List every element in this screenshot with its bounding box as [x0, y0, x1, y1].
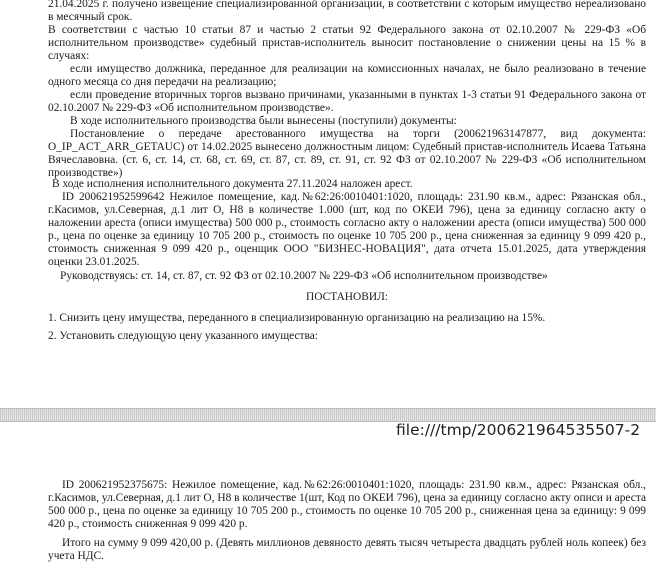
paragraph-arrest — [48, 178, 646, 191]
paragraph-property-details-text: ID 200621952599642 Нежилое помещение, кад.№62:26:0010401:1020, площадь: 231.90 кв.м., адрес: Рязанская обл., г.Касимов, ул.Северная, д.1 лит О, Н8 в количестве 1.000 (шт, код по ОКЕИ 796), цена за единицу согласно акту о наложении ареста (описи имущества) 500 000 р., стоимость согласно акту о наложении ареста (описи имущества) 500 000 р., цена по оценке за единицу 10 705 200 р., стоимость по оценке 10 705 200 р., цена сниженная за единицу 9 099 420 р., стоимость сниженная 9 099 420 р., оценщик ООО "БИЗНЕС-НОВАЦИЯ", дата отчета 15.01.2025, дата утверждения оценки 23.01.2025. — [48, 191, 646, 268]
paragraph-case-commission — [48, 63, 646, 89]
paragraph-property-new-price — [48, 479, 646, 531]
paragraph-auction-resolution — [48, 128, 646, 180]
document-page-bottom — [0, 436, 656, 569]
paragraph-documents-intro — [48, 115, 646, 128]
paragraph-documents-intro-text: В ходе исполнительного производства были вынесены (поступили) документы: — [70, 115, 457, 127]
paragraph-notice — [48, 0, 646, 24]
resolution-item-1-text: 1. Снизить цену имущества, переданного в специализированную организацию на реализацию на 15%. — [48, 312, 546, 324]
paragraph-legal-basis — [48, 24, 646, 63]
paragraph-guided-by-text: Руководствуясь: ст. 14, ст. 87, ст. 92 ФЗ от 02.10.2007 № 229-ФЗ «Об исполнительном производстве» — [60, 270, 548, 282]
paragraph-total-sum-text: Итого на сумму 9 099 420,00 р. (Девять миллионов девяносто девять тысяч четыреста двадцать рублей ноль копеек) без учета НДС. — [48, 537, 646, 562]
paragraph-legal-basis-text: В соответствии с частью 10 статьи 87 и частью 2 статьи 92 Федерального закона от 02.10.2007 № 229-ФЗ «Об исполнительном производстве» судебный пристав-исполнитель выносит постановление о снижении цены на 15 % в случаях: — [48, 24, 646, 62]
paragraph-total-sum — [48, 537, 646, 563]
paragraph-property-new-price-text: ID 200621952375675: Нежилое помещение, кад.№62:26:0010401:1020, площадь: 231.90 кв.м., адрес: Рязанская обл., г.Касимов, ул.Северная, д.1 лит О, Н8 в количестве 1(шт, Код по ОКЕИ 796), цена за единицу согласно акту описи и ареста 500 000 р., цена по оценке за единицу 10 705 200 р., стоимость по оценке 10 705 200 р., сниженная цена за единицу: 9 099 420 р., стоимость сниженная 9 099 420 р. — [48, 479, 646, 530]
resolution-item-1 — [48, 312, 646, 325]
file-url-header: file:///tmp/200621964535507-2 — [396, 421, 641, 439]
resolution-item-2-text: 2. Установить следующую цену указанного имущества: — [48, 330, 318, 342]
paragraph-arrest-text: В ходе исполнения исполнительного документа 27.11.2024 наложен арест. — [52, 178, 413, 190]
paragraph-notice-text: 21.04.2025 г. получено извещение специализированной организации, в соответствии с которым имущество нереализовано в месячный срок. — [48, 0, 646, 23]
paragraph-case-secondary-auction-text: если проведение вторичных торгов вызвано причинами, указанными в пунктах 1-3 статьи 91 Федерального закона от 02.10.2007 № 229-ФЗ «Об исполнительном производстве». — [48, 89, 646, 114]
resolution-item-2 — [48, 330, 646, 343]
paragraph-guided-by — [48, 270, 646, 283]
paragraph-case-secondary-auction — [48, 89, 646, 115]
paragraph-property-details — [48, 191, 646, 269]
paragraph-case-commission-text: если имущество должника, переданное для реализации на комиссионных началах, не было реализовано в течение одного месяца со дня передачи на реализацию; — [48, 63, 646, 88]
resolution-heading-text: ПОСТАНОВИЛ: — [306, 291, 388, 303]
resolution-heading — [48, 291, 646, 304]
page-separator — [0, 408, 656, 422]
paragraph-auction-resolution-text: Постановление о передаче арестованного имущества на торги (200621963147877, вид документа: O_IP_ACT_ARR_GETAUC) от 14.02.2025 вынесено должностным лицом: Судебный пристав-исполнитель Исаева Татьяна Вячеславовна. (ст. 6, ст. 14, ст. 68, ст. 69, ст. 87, ст. 89, ст. 91, ст. 92 ФЗ от 02.10.2007 № 229-ФЗ «Об исполнительном производстве») — [48, 128, 646, 179]
